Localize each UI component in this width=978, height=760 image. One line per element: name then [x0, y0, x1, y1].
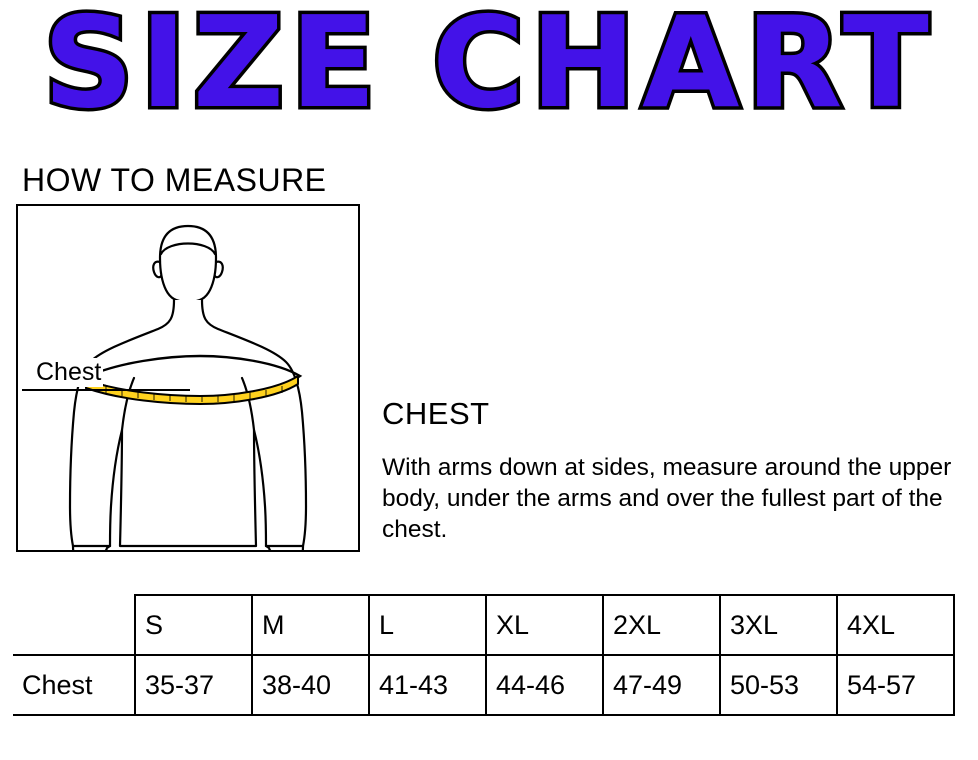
table-header-cell-m: M — [252, 595, 369, 655]
table-header-cell-4xl: 4XL — [837, 595, 954, 655]
table-header-row — [13, 595, 954, 655]
table-header-cell-l: L — [369, 595, 486, 655]
table-cell-chest-2xl: 47-49 — [603, 655, 720, 715]
table-cell-chest-l: 41-43 — [369, 655, 486, 715]
page-title: SIZE CHART — [43, 0, 935, 136]
table-row — [13, 655, 954, 715]
table-row-label-chest: Chest — [13, 655, 135, 715]
table-cell-chest-3xl: 50-53 — [720, 655, 837, 715]
table-cell-chest-4xl: 54-57 — [837, 655, 954, 715]
description-heading: CHEST — [382, 396, 490, 431]
table-cell-chest-s: 35-37 — [135, 655, 252, 715]
table-header-cell-3xl: 3XL — [720, 595, 837, 655]
table-corner-cell — [13, 595, 135, 655]
description-body: With arms down at sides, measure around the upper body, under the arms and over the fullest part of the chest. — [382, 454, 952, 543]
table-cell-chest-m: 38-40 — [252, 655, 369, 715]
table-header-cell-xl: XL — [486, 595, 603, 655]
size-chart-table — [13, 594, 955, 716]
table-header-cell-2xl: 2XL — [603, 595, 720, 655]
table-cell-chest-xl: 44-46 — [486, 655, 603, 715]
table-header-cell-s: S — [135, 595, 252, 655]
how-to-measure-heading: HOW TO MEASURE — [22, 162, 327, 198]
chest-measure-label: Chest — [36, 358, 102, 386]
